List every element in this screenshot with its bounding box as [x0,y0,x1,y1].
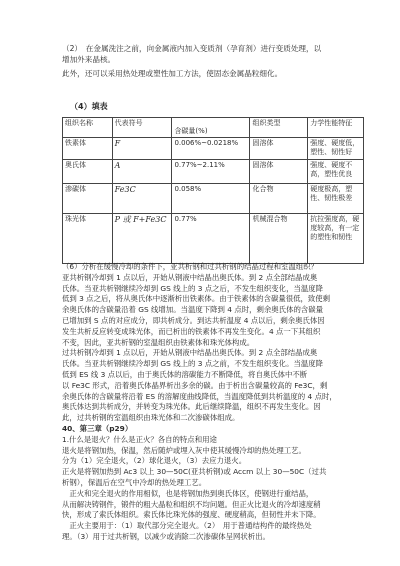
cell-carbon: 0.006%~0.0218% [172,138,250,160]
text-line: 不变，因此，亚共析钢的室温组织由铁素体和珠光体构成。 [62,337,255,347]
cell-props: 硬度极高，塑性、韧性极差 [308,184,364,214]
header-symbol: 代表符号 [112,118,172,138]
text-line: 氏体。当亚共析钢继续冷却到 GS 线上的 3 点之后，不发生组织变化，当温度降 [62,283,324,293]
cell-symbol: F [112,138,172,160]
text-line: 亚共析钢冷却到 1 点以后，开始从钢液中结晶出奥氏体。到 2 点全部结晶成奥 [62,272,318,282]
paragraph-6 [62,262,364,543]
cell-type: 化合物 [250,184,308,214]
cell-name: 奥氏体 [63,160,113,184]
text-line: 从而解决铸钢件，锻件的粗大晶粒和组织不均问题。但正火比退火的冷却速度稍 [62,499,321,509]
text-line: 奥氏体达到共析成分，并转变为珠光体。此后继续降温，组织不再发生变化。因 [62,402,321,412]
cell-symbol: Fe3C [112,184,172,214]
text-line: 正火和完全退火的作用相似，也是将钢加热到奥氏体区，使钢进行重结晶， [62,488,314,498]
text-line: 低到 ES 线 3 点以后，由于奥氏体的溶碳能力不断降低，将自奥氏体中不断 [62,369,308,379]
text-line: 快，形成了索氏体组织。索氏体比珠光体的强度、硬度稍高，但韧性并未下降。 [62,510,321,520]
cell-name: 铁素体 [63,138,113,160]
text-line: 已增加到 S 点的对应成分，即共析成分。到达共析温度 4 点以后，剩余奥氏体因 [62,315,325,325]
text-line: 过共析钢冷却到 1 点以后，开始从钢液中结晶出奥氏体。到 2 点全部结晶成奥 [62,348,318,358]
text-line: 退火是将钢加热，保温，然后随炉或埋入灰中使其缓慢冷却的热处理工艺。 [62,445,306,455]
header-props: 力学性能特征 [308,118,364,138]
text-line: 低到 3 点之后，将从奥氏体中逐渐析出铁素体。由于铁素体的含碳量很低，致使剩 [62,294,331,304]
cell-type: 固溶体 [250,138,308,160]
table-row [63,184,364,214]
text-line: 此，过共析钢的室温组织由珠光体和二次渗碳体组成。 [62,413,240,423]
cell-props: 强度、硬度不高，塑性优良 [308,160,364,184]
cell-symbol: P 或 F+Fe3C [112,214,172,264]
intro-line-1: （2） 在金属洗注之前，向金属液内加入变质剂（孕育剂）进行变质处理，以 [62,44,322,53]
cell-carbon: 0.058% [172,184,250,214]
text-line: 正火是将钢加热到 Ac3 以上 30—50C(亚共析钢)或 Accm 以上 30—50C（过共 [62,467,327,477]
cell-carbon: 0.77%~2.11% [172,160,250,184]
table-row [63,138,364,160]
intro-line-2: 增加外来晶核。 [62,55,116,64]
text-line: 理。（3）用于过共析钢，以减少或消除二次渗碳体呈网状析出。 [62,531,270,541]
cell-carbon: 0.77% [172,214,250,264]
structure-table [62,117,364,264]
cell-symbol: A [112,160,172,184]
section-40-title: 40、第三章（p29） [62,423,133,433]
cell-props: 强度、硬度低，塑性、韧性好 [308,138,364,160]
text-line: 分为（1）完全退火，（2）球化退火，（3）去应力退火。 [62,456,247,466]
intro-line-3: 此外，还可以采用热处理或塑性加工方法，使固态金属晶粒细化。 [62,69,283,78]
question-1: 1.什么是退火？什么是正火？各自的特点和用途 [62,434,217,444]
cell-name: 珠光体 [63,214,113,264]
table-row [63,160,364,184]
text-line: 正火主要用于：（1）取代部分完全退火。（2） 用于普通结构件的最终热处 [62,521,312,531]
table-header-row [63,118,364,138]
header-carbon [172,118,250,138]
cell-name: 渗碳体 [63,184,113,214]
text-line: 余奥氏体的含碳量沿着 GS 线增加。当温度下降到 4 点时，剩余奥氏体的含碳量 [62,305,324,315]
cell-type: 机械混合物 [250,214,308,264]
header-type: 组织类型 [250,118,308,138]
text-line: （6）分析在缓慢冷却的条件下，亚共析钢和过共析钢的结晶过程和室温组织？ [62,262,318,271]
cell-type: 固溶体 [250,160,308,184]
text-line: 发生共析反应转变成珠光体，而已析出的铁素体不再发生变化。4 点一下其组织 [62,326,321,336]
text-line: 析钢），保温后在空气中冷却的热处理工艺。 [62,477,207,487]
header-name: 组织名称 [63,118,113,138]
text-line: 以 Fe3C 形式，沿着奥氏体晶界析出多余的碳。由于析出含碳量较高的 Fe3C，剩 [62,380,328,390]
section-4-title: （4）填表 [70,102,108,111]
text-line: 余奥氏体的含碳量将沿着 ES 的溶解度曲线降低，当温度降低到共析温度的 4 点时， [62,391,337,401]
cell-props: 抗拉强度高，硬度较高，有一定的塑性和韧性 [308,214,364,264]
table-row [63,214,364,264]
header-carbon-label: 含碳量(%) [174,127,208,135]
text-line: 氏体。当亚共析钢继续冷却到 GS 线上的 3 点之前，不发生组织变化。当温度降 [62,359,324,369]
